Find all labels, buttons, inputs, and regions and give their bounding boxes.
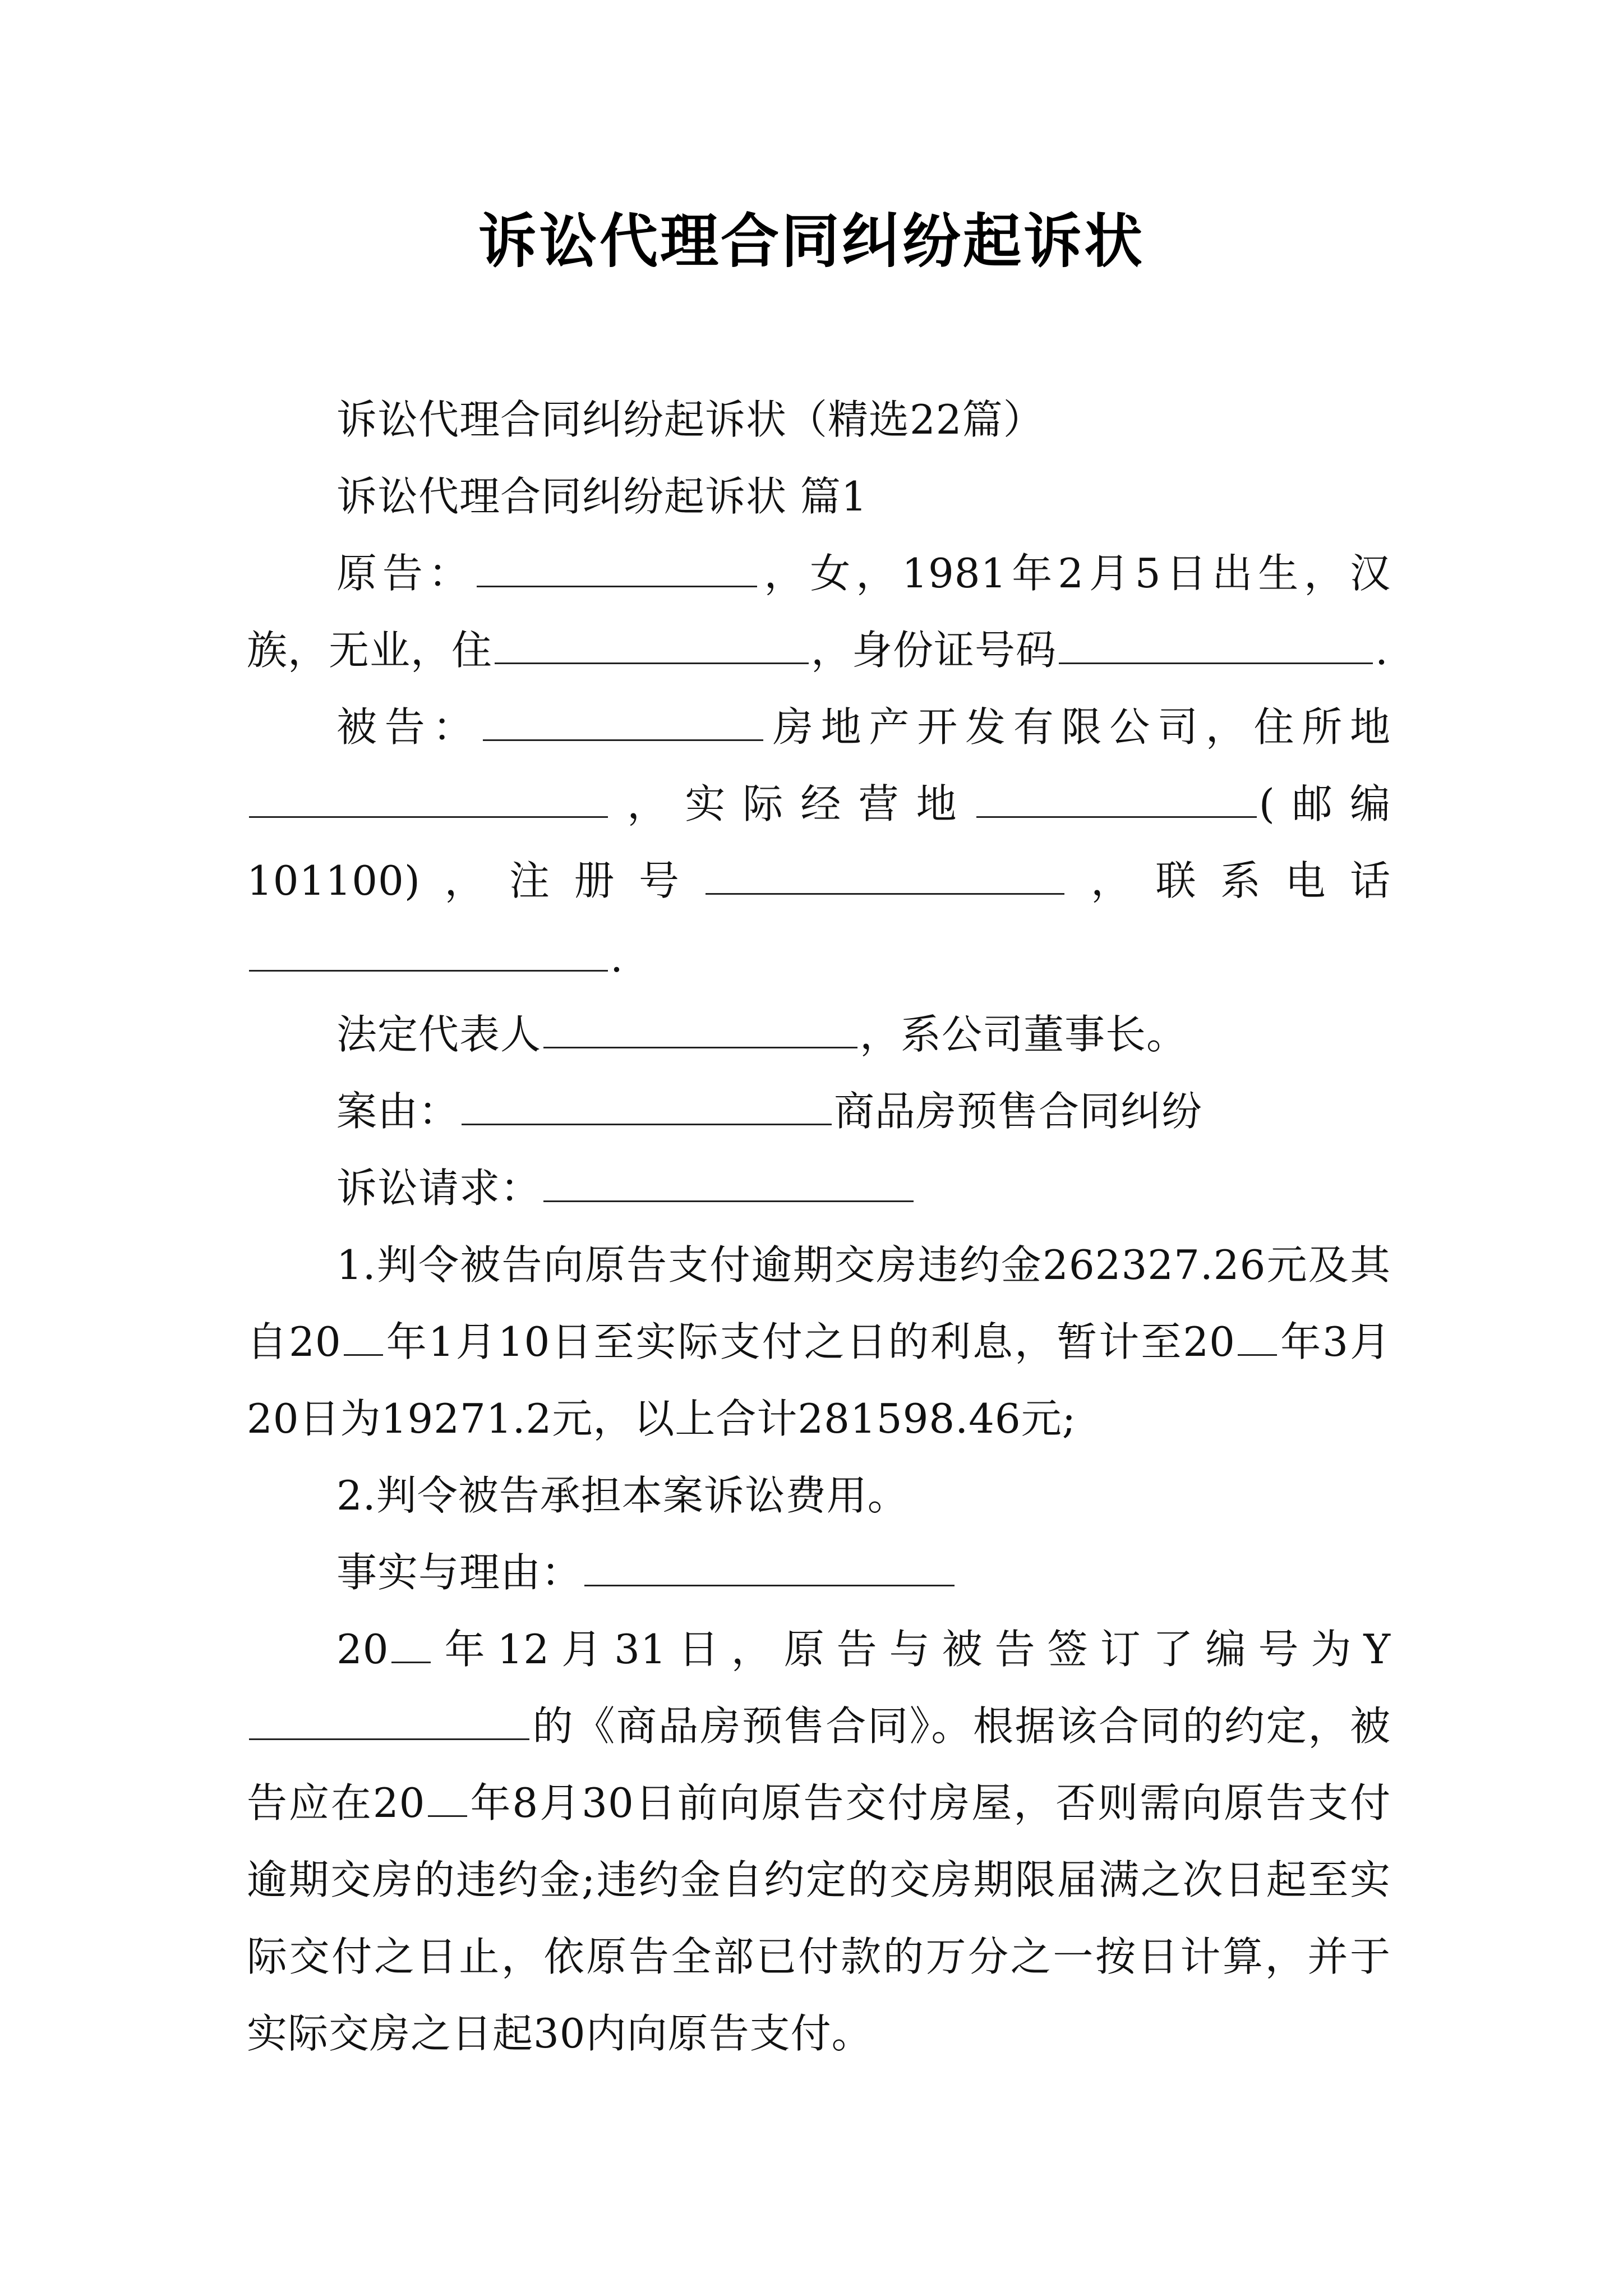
claim-1-text-a: 1.判令被告向原告支付逾期交房违约金262327.26元及其自20 [247, 1241, 1391, 1365]
document-title: 诉讼代理合同纠纷起诉状 [478, 207, 1145, 275]
claims-heading [247, 1150, 1391, 1227]
legal-rep-label: 法定代表人 [336, 1011, 542, 1058]
cause-label: 案由： [336, 1088, 460, 1135]
claim-item-1 [247, 1227, 1391, 1457]
plaintiff-address-blank [495, 622, 809, 664]
facts-year-blank-2 [428, 1775, 467, 1817]
defendant-text-4: ，联系电话 [1067, 857, 1391, 904]
plaintiff-text-2: ，身份证号码 [811, 627, 1057, 674]
defendant-name-blank [483, 699, 763, 741]
defendant-phone-blank [249, 930, 608, 972]
facts-blank [584, 1544, 955, 1586]
legal-rep-blank [543, 1006, 857, 1048]
defendant-text-2: ，实际经营地 [610, 780, 974, 827]
claim-1-text-b: 年1月10日至实际支付之日的利息，暂计至20 [385, 1318, 1235, 1365]
defendant-text-1: 房地产开发有限公司，住所地 [766, 703, 1391, 751]
cause-blank [462, 1083, 832, 1125]
claim-1-year-blank-2 [1238, 1314, 1277, 1356]
claims-blank [543, 1160, 914, 1202]
legal-rep-paragraph [247, 996, 1391, 1073]
defendant-paragraph [247, 689, 1391, 996]
facts-contract-number-blank [249, 1698, 529, 1740]
facts-label: 事实与理由： [336, 1549, 583, 1596]
cause-paragraph [247, 1073, 1391, 1150]
subtitle-line: 诉讼代理合同纠纷起诉状（精选22篇） [336, 396, 1044, 443]
plaintiff-name-blank [477, 545, 757, 587]
facts-heading [247, 1534, 1391, 1611]
facts-text-b: 年12月31日，原告与被告签订了编号为Y [432, 1626, 1391, 1673]
legal-rep-text: ，系公司董事长。 [860, 1011, 1188, 1058]
facts-text-d: 年8月30日前向原告交付房屋，否则需向原告支付逾期交房的违约金;违约金自约定的交房期限届满之次日起至实际交付之日止，依原告全部已付款的万分之一按日计算，并于实际交房之日起30内向原告支付。 [247, 1779, 1391, 2057]
plaintiff-label: 原告： [336, 550, 474, 597]
defendant-end: . [610, 934, 624, 981]
facts-text-c: 的《商品房预售合同》。根据该合同的约定，被告应在20 [247, 1703, 1391, 1826]
defendant-domicile-blank [249, 776, 608, 818]
section-heading: 诉讼代理合同纠纷起诉状 篇1 [336, 473, 868, 520]
defendant-registration-blank [706, 853, 1064, 895]
cause-text: 商品房预售合同纠纷 [834, 1088, 1203, 1135]
defendant-text-3: (邮编101100)，注册号 [247, 780, 1391, 904]
claims-label: 诉讼请求： [336, 1165, 542, 1212]
defendant-business-address-blank [976, 776, 1257, 818]
plaintiff-paragraph [247, 535, 1391, 689]
claim-1-text-c: 年3月20日为19271.2元，以上合计281598.46元; [247, 1318, 1391, 1442]
plaintiff-id-blank [1059, 622, 1373, 664]
facts-paragraph [247, 1611, 1391, 2072]
plaintiff-text-1: ，女，1981年2月5日出生，汉族，无业，住 [247, 550, 1391, 674]
plaintiff-end: . [1375, 627, 1389, 674]
document-body [247, 381, 1391, 2072]
claim-item-2: 2.判令被告承担本案诉讼费用。 [336, 1472, 909, 1519]
defendant-label: 被告： [336, 703, 481, 751]
facts-year-blank-1 [391, 1621, 431, 1663]
claim-1-year-blank-1 [344, 1314, 383, 1356]
facts-text-a: 20 [336, 1626, 389, 1673]
